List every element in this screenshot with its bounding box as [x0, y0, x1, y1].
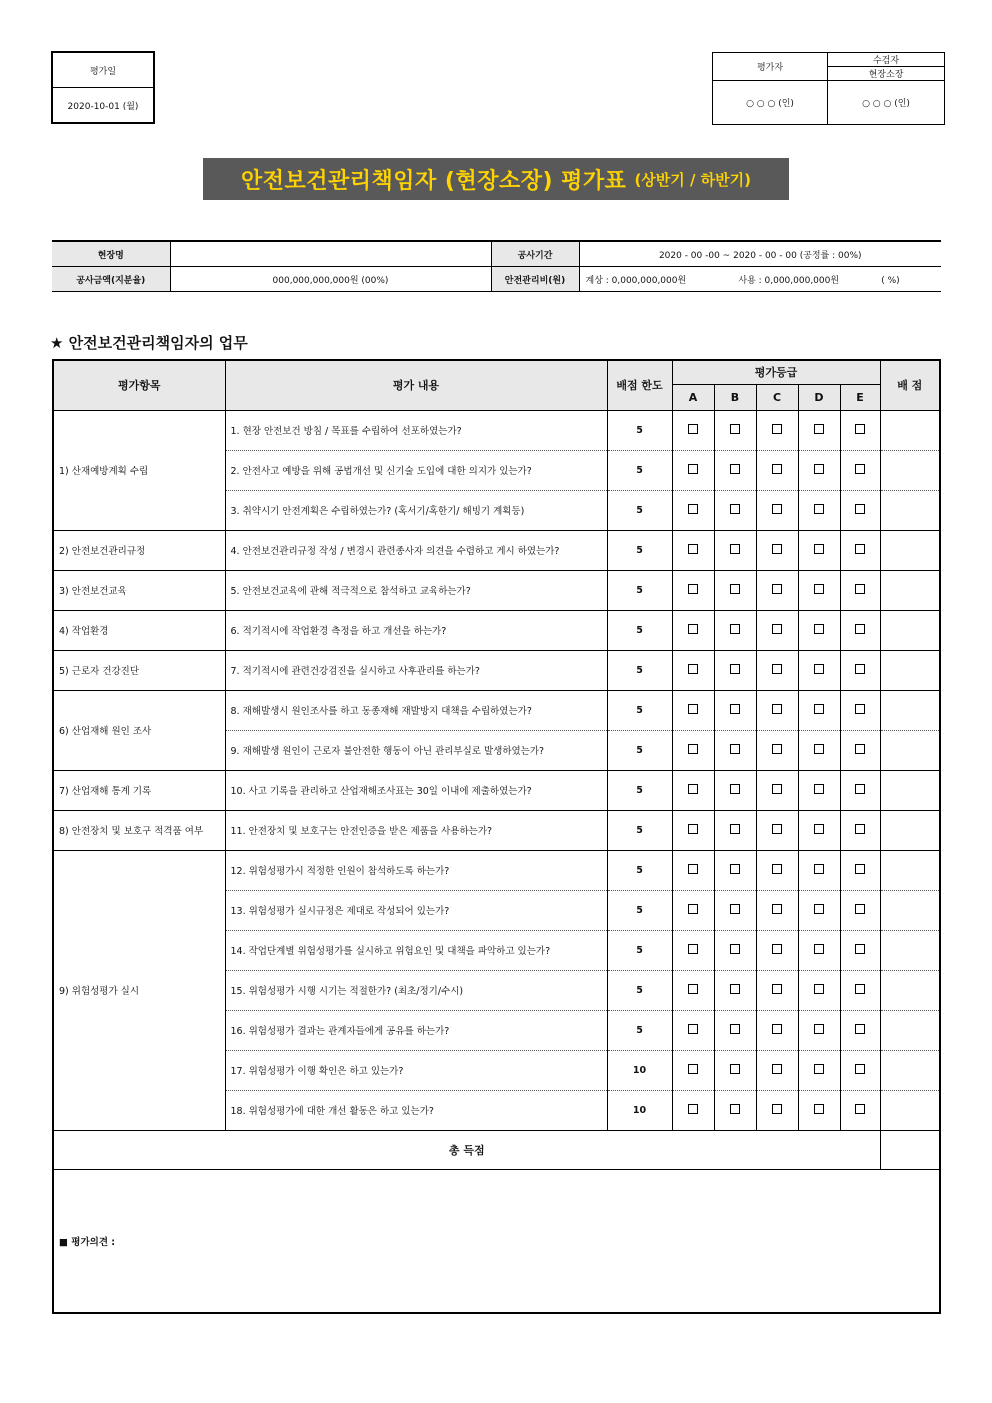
grade-cell-a	[672, 530, 714, 570]
score-cell[interactable]	[880, 970, 940, 1010]
max-score: 5	[607, 1010, 672, 1050]
max-score: 5	[607, 970, 672, 1010]
grade-cell-c	[756, 890, 798, 930]
evaluator-label: 평가자	[713, 53, 828, 81]
grade-cell-e	[840, 770, 880, 810]
grade-cell-a	[672, 650, 714, 690]
grade-checkbox-b[interactable]	[730, 464, 740, 474]
grade-checkbox-b[interactable]	[730, 1064, 740, 1074]
max-score: 5	[607, 450, 672, 490]
criterion-text: 10. 사고 기록을 관리하고 산업재해조사표는 30일 이내에 제출하였는가?	[225, 770, 607, 810]
criterion-text: 14. 작업단계별 위험성평가를 실시하고 위험요인 및 대책을 파악하고 있는가?	[225, 930, 607, 970]
grade-cell-d	[798, 1090, 840, 1130]
grade-cell-a	[672, 730, 714, 770]
grade-checkbox-a[interactable]	[688, 424, 698, 434]
grade-checkbox-a[interactable]	[688, 704, 698, 714]
grade-cell-b	[714, 810, 756, 850]
criterion-text: 5. 안전보건교육에 관해 적극적으로 참석하고 교육하는가?	[225, 570, 607, 610]
table-row	[53, 770, 940, 810]
grade-cell-d	[798, 850, 840, 890]
grade-checkbox-c[interactable]	[772, 504, 782, 514]
opinion-row	[53, 1169, 940, 1313]
grade-checkbox-a[interactable]	[688, 1064, 698, 1074]
grade-checkbox-a[interactable]	[688, 744, 698, 754]
grade-cell-c	[756, 850, 798, 890]
grade-cell-a	[672, 1090, 714, 1130]
grade-checkbox-e[interactable]	[855, 704, 865, 714]
grade-cell-a	[672, 1010, 714, 1050]
grade-cell-c	[756, 690, 798, 730]
grade-cell-d	[798, 970, 840, 1010]
grade-cell-d	[798, 410, 840, 450]
grade-cell-d	[798, 1010, 840, 1050]
grade-cell-e	[840, 730, 880, 770]
evaluation-table	[52, 359, 941, 1314]
score-cell[interactable]	[880, 1090, 940, 1130]
grade-checkbox-a[interactable]	[688, 984, 698, 994]
site-value[interactable]	[170, 241, 491, 267]
criterion-text: 7. 적기적시에 관련건강검진을 실시하고 사후관리를 하는가?	[225, 650, 607, 690]
safety-percent: ( %)	[881, 275, 900, 286]
period-value[interactable]: 2020 - 00 -00 ~ 2020 - 00 - 00 (공정률 : 00%)	[579, 241, 941, 267]
criterion-text: 11. 안전장치 및 보호구는 안전인증을 받은 제품을 사용하는가?	[225, 810, 607, 850]
table-row	[53, 810, 940, 850]
grade-cell-b	[714, 770, 756, 810]
grade-checkbox-a[interactable]	[688, 1104, 698, 1114]
table-row	[53, 610, 940, 650]
grade-cell-c	[756, 610, 798, 650]
grade-cell-e	[840, 810, 880, 850]
grade-checkbox-e[interactable]	[855, 624, 865, 634]
max-score: 5	[607, 810, 672, 850]
category-name: 6) 산업재해 원인 조사	[53, 690, 225, 770]
grade-checkbox-e[interactable]	[855, 1024, 865, 1034]
grade-checkbox-e[interactable]	[855, 424, 865, 434]
grade-checkbox-e[interactable]	[855, 504, 865, 514]
grade-checkbox-b[interactable]	[730, 424, 740, 434]
grade-cell-b	[714, 930, 756, 970]
opinion-field[interactable]	[53, 1169, 940, 1313]
criterion-text: 1. 현장 안전보건 방침 / 목표를 수립하여 선포하였는가?	[225, 410, 607, 450]
grade-cell-e	[840, 890, 880, 930]
grade-checkbox-e[interactable]	[855, 664, 865, 674]
grade-checkbox-b[interactable]	[730, 584, 740, 594]
score-cell[interactable]	[880, 450, 940, 490]
evaluation-date-box	[51, 51, 155, 124]
grade-cell-d	[798, 650, 840, 690]
max-score: 5	[607, 490, 672, 530]
grade-cell-e	[840, 1050, 880, 1090]
grade-cell-e	[840, 490, 880, 530]
grade-checkbox-a[interactable]	[688, 464, 698, 474]
header-grade-a: A	[672, 384, 714, 410]
grade-checkbox-d[interactable]	[814, 584, 824, 594]
grade-checkbox-b[interactable]	[730, 744, 740, 754]
table-row	[53, 410, 940, 450]
score-cell[interactable]	[880, 890, 940, 930]
score-cell[interactable]	[880, 530, 940, 570]
table-row	[53, 530, 940, 570]
score-cell[interactable]	[880, 1010, 940, 1050]
grade-cell-c	[756, 570, 798, 610]
grade-checkbox-e[interactable]	[855, 984, 865, 994]
grade-checkbox-c[interactable]	[772, 544, 782, 554]
grade-checkbox-a[interactable]	[688, 1024, 698, 1034]
category-name: 4) 작업환경	[53, 610, 225, 650]
grade-checkbox-b[interactable]	[730, 544, 740, 554]
category-name: 1) 산재예방계획 수립	[53, 410, 225, 530]
grade-checkbox-a[interactable]	[688, 904, 698, 914]
project-info-table	[52, 240, 941, 292]
grade-checkbox-a[interactable]	[688, 784, 698, 794]
header-max: 배점 한도	[607, 360, 672, 410]
table-row	[53, 690, 940, 730]
grade-checkbox-d[interactable]	[814, 704, 824, 714]
grade-checkbox-d[interactable]	[814, 864, 824, 874]
criterion-text: 17. 위험성평가 이행 확인은 하고 있는가?	[225, 1050, 607, 1090]
amount-value[interactable]: 000,000,000,000원 (00%)	[170, 267, 491, 292]
site-label: 현장명	[52, 241, 170, 267]
grade-cell-a	[672, 810, 714, 850]
grade-checkbox-a[interactable]	[688, 624, 698, 634]
grade-checkbox-d[interactable]	[814, 1024, 824, 1034]
grade-cell-e	[840, 450, 880, 490]
grade-cell-c	[756, 810, 798, 850]
grade-checkbox-e[interactable]	[855, 584, 865, 594]
grade-cell-d	[798, 490, 840, 530]
signature-box	[712, 52, 945, 125]
header-grade-b: B	[714, 384, 756, 410]
criterion-text: 4. 안전보건관리규정 작성 / 변경시 관련종사자 의견을 수렴하고 게시 하였는가?	[225, 530, 607, 570]
grade-checkbox-b[interactable]	[730, 824, 740, 834]
grade-cell-a	[672, 610, 714, 650]
grade-checkbox-b[interactable]	[730, 984, 740, 994]
max-score: 5	[607, 610, 672, 650]
receiver-label: 수검자	[828, 53, 945, 67]
max-score: 10	[607, 1050, 672, 1090]
grade-cell-e	[840, 690, 880, 730]
score-cell[interactable]	[880, 810, 940, 850]
grade-checkbox-e[interactable]	[855, 824, 865, 834]
header-grade: 평가등급	[672, 360, 880, 384]
grade-checkbox-d[interactable]	[814, 984, 824, 994]
grade-cell-e	[840, 970, 880, 1010]
grade-checkbox-d[interactable]	[814, 1064, 824, 1074]
grade-cell-b	[714, 970, 756, 1010]
grade-checkbox-d[interactable]	[814, 544, 824, 554]
grade-checkbox-e[interactable]	[855, 1064, 865, 1074]
category-name: 5) 근로자 건강진단	[53, 650, 225, 690]
grade-checkbox-d[interactable]	[814, 624, 824, 634]
table-row	[53, 650, 940, 690]
grade-checkbox-c[interactable]	[772, 904, 782, 914]
grade-cell-e	[840, 930, 880, 970]
grade-cell-e	[840, 410, 880, 450]
max-score: 5	[607, 570, 672, 610]
grade-cell-b	[714, 850, 756, 890]
grade-cell-d	[798, 1050, 840, 1090]
date-value[interactable]: 2020-10-01 (월)	[67, 102, 139, 112]
grade-checkbox-d[interactable]	[814, 744, 824, 754]
title-main: 안전보건관리책임자 (현장소장) 평가표	[240, 168, 627, 194]
grade-checkbox-a[interactable]	[688, 504, 698, 514]
grade-cell-e	[840, 610, 880, 650]
grade-checkbox-c[interactable]	[772, 624, 782, 634]
grade-cell-e	[840, 570, 880, 610]
grade-checkbox-a[interactable]	[688, 664, 698, 674]
grade-cell-d	[798, 770, 840, 810]
grade-cell-c	[756, 530, 798, 570]
grade-cell-c	[756, 410, 798, 450]
grade-cell-d	[798, 890, 840, 930]
grade-cell-a	[672, 490, 714, 530]
header-score: 배 점	[880, 360, 940, 410]
total-label: 총 득점	[53, 1130, 880, 1169]
grade-checkbox-a[interactable]	[688, 864, 698, 874]
max-score: 10	[607, 1090, 672, 1130]
receiver-signature[interactable]: ○ ○ ○ (인)	[828, 81, 945, 125]
grade-cell-e	[840, 1090, 880, 1130]
max-score: 5	[607, 410, 672, 450]
grade-checkbox-b[interactable]	[730, 904, 740, 914]
grade-checkbox-d[interactable]	[814, 464, 824, 474]
grade-cell-c	[756, 490, 798, 530]
grade-cell-c	[756, 770, 798, 810]
grade-checkbox-d[interactable]	[814, 784, 824, 794]
total-row	[53, 1130, 940, 1169]
grade-checkbox-d[interactable]	[814, 824, 824, 834]
total-score-cell[interactable]	[880, 1130, 940, 1169]
score-cell[interactable]	[880, 690, 940, 730]
grade-checkbox-e[interactable]	[855, 784, 865, 794]
max-score: 5	[607, 850, 672, 890]
grade-checkbox-c[interactable]	[772, 704, 782, 714]
max-score: 5	[607, 890, 672, 930]
grade-checkbox-c[interactable]	[772, 944, 782, 954]
grade-cell-b	[714, 1010, 756, 1050]
grade-cell-a	[672, 1050, 714, 1090]
grade-cell-b	[714, 1050, 756, 1090]
grade-checkbox-b[interactable]	[730, 784, 740, 794]
score-cell[interactable]	[880, 410, 940, 450]
grade-checkbox-b[interactable]	[730, 504, 740, 514]
grade-checkbox-c[interactable]	[772, 864, 782, 874]
criterion-text: 2. 안전사고 예방을 위해 공법개선 및 신기술 도입에 대한 의지가 있는가?	[225, 450, 607, 490]
table-row	[53, 850, 940, 890]
grade-cell-a	[672, 450, 714, 490]
score-cell[interactable]	[880, 850, 940, 890]
grade-checkbox-e[interactable]	[855, 544, 865, 554]
max-score: 5	[607, 530, 672, 570]
grade-cell-b	[714, 650, 756, 690]
safety-used: 사용 : 0,000,000,000원	[738, 275, 840, 286]
grade-cell-b	[714, 610, 756, 650]
date-label: 평가일	[53, 53, 153, 88]
grade-cell-c	[756, 930, 798, 970]
grade-checkbox-d[interactable]	[814, 904, 824, 914]
grade-cell-a	[672, 850, 714, 890]
grade-checkbox-c[interactable]	[772, 1064, 782, 1074]
grade-checkbox-b[interactable]	[730, 1104, 740, 1114]
category-name: 3) 안전보건교육	[53, 570, 225, 610]
grade-cell-c	[756, 730, 798, 770]
grade-checkbox-a[interactable]	[688, 544, 698, 554]
grade-checkbox-d[interactable]	[814, 664, 824, 674]
max-score: 5	[607, 770, 672, 810]
criterion-text: 9. 재해발생 원인이 근로자 불안전한 행동이 아닌 관리부실로 발생하였는가?	[225, 730, 607, 770]
grade-cell-b	[714, 890, 756, 930]
safety-cost-label: 안전관리비(원)	[491, 267, 579, 292]
grade-cell-e	[840, 650, 880, 690]
grade-cell-b	[714, 730, 756, 770]
grade-cell-b	[714, 530, 756, 570]
grade-checkbox-c[interactable]	[772, 464, 782, 474]
score-cell[interactable]	[880, 610, 940, 650]
grade-cell-d	[798, 730, 840, 770]
grade-cell-b	[714, 410, 756, 450]
grade-checkbox-e[interactable]	[855, 904, 865, 914]
safety-plan: 계상 : 0,000,000,000원	[585, 275, 687, 286]
max-score: 5	[607, 650, 672, 690]
score-cell[interactable]	[880, 490, 940, 530]
criterion-text: 15. 위험성평가 시행 시기는 적절한가? (최초/정기/수시)	[225, 970, 607, 1010]
grade-checkbox-c[interactable]	[772, 984, 782, 994]
grade-cell-b	[714, 490, 756, 530]
criterion-text: 13. 위험성평가 실시규정은 제대로 작성되어 있는가?	[225, 890, 607, 930]
grade-cell-c	[756, 1090, 798, 1130]
grade-cell-a	[672, 890, 714, 930]
grade-checkbox-b[interactable]	[730, 1024, 740, 1034]
section-heading: ★ 안전보건관리책임자의 업무	[50, 334, 248, 352]
category-name: 2) 안전보건관리규정	[53, 530, 225, 570]
title-sub: (상반기 / 하반기)	[634, 170, 752, 189]
grade-checkbox-d[interactable]	[814, 424, 824, 434]
grade-checkbox-c[interactable]	[772, 424, 782, 434]
grade-checkbox-c[interactable]	[772, 1104, 782, 1114]
grade-cell-d	[798, 530, 840, 570]
grade-cell-c	[756, 1010, 798, 1050]
grade-cell-e	[840, 530, 880, 570]
grade-checkbox-b[interactable]	[730, 664, 740, 674]
grade-cell-d	[798, 930, 840, 970]
grade-cell-d	[798, 450, 840, 490]
header-item: 평가항목	[53, 360, 225, 410]
grade-checkbox-c[interactable]	[772, 584, 782, 594]
grade-cell-d	[798, 690, 840, 730]
header-content: 평가 내용	[225, 360, 607, 410]
period-label: 공사기간	[491, 241, 579, 267]
grade-cell-b	[714, 1090, 756, 1130]
grade-cell-a	[672, 410, 714, 450]
criterion-text: 8. 재해발생시 원인조사를 하고 동종재해 재발방지 대책을 수립하였는가?	[225, 690, 607, 730]
criterion-text: 12. 위험성평가시 적정한 인원이 참석하도록 하는가?	[225, 850, 607, 890]
grade-cell-d	[798, 570, 840, 610]
grade-cell-c	[756, 450, 798, 490]
amount-label: 공사금액(지분율)	[52, 267, 170, 292]
safety-cost-value[interactable]	[579, 267, 941, 292]
grade-checkbox-a[interactable]	[688, 824, 698, 834]
grade-checkbox-c[interactable]	[772, 824, 782, 834]
opinion-label: ■ 평가의견 :	[59, 1236, 116, 1248]
max-score: 5	[607, 730, 672, 770]
category-name: 7) 산업재해 통계 기록	[53, 770, 225, 810]
grade-cell-b	[714, 570, 756, 610]
grade-checkbox-d[interactable]	[814, 504, 824, 514]
score-cell[interactable]	[880, 770, 940, 810]
grade-checkbox-b[interactable]	[730, 864, 740, 874]
criterion-text: 18. 위험성평가에 대한 개선 활동은 하고 있는가?	[225, 1090, 607, 1130]
grade-cell-e	[840, 1010, 880, 1050]
grade-cell-a	[672, 690, 714, 730]
max-score: 5	[607, 930, 672, 970]
grade-checkbox-b[interactable]	[730, 624, 740, 634]
grade-checkbox-a[interactable]	[688, 944, 698, 954]
grade-checkbox-b[interactable]	[730, 704, 740, 714]
page-title	[203, 158, 789, 200]
grade-cell-a	[672, 770, 714, 810]
category-name: 8) 안전장치 및 보호구 적격품 여부	[53, 810, 225, 850]
score-cell[interactable]	[880, 730, 940, 770]
score-cell[interactable]	[880, 1050, 940, 1090]
grade-cell-a	[672, 970, 714, 1010]
criterion-text: 16. 위험성평가 결과는 관계자들에게 공유를 하는가?	[225, 1010, 607, 1050]
grade-checkbox-e[interactable]	[855, 864, 865, 874]
criterion-text: 3. 취약시기 안전계획은 수립하였는가? (혹서기/혹한기/ 해빙기 계획등)	[225, 490, 607, 530]
grade-checkbox-c[interactable]	[772, 744, 782, 754]
grade-checkbox-c[interactable]	[772, 784, 782, 794]
grade-cell-d	[798, 810, 840, 850]
grade-cell-e	[840, 850, 880, 890]
grade-checkbox-e[interactable]	[855, 1104, 865, 1114]
grade-cell-b	[714, 690, 756, 730]
grade-checkbox-e[interactable]	[855, 744, 865, 754]
grade-cell-a	[672, 930, 714, 970]
grade-cell-c	[756, 970, 798, 1010]
receiver-role: 현장소장	[828, 67, 945, 81]
grade-cell-c	[756, 650, 798, 690]
grade-checkbox-a[interactable]	[688, 584, 698, 594]
header-grade-d: D	[798, 384, 840, 410]
grade-cell-c	[756, 1050, 798, 1090]
grade-checkbox-d[interactable]	[814, 944, 824, 954]
category-name: 9) 위험성평가 실시	[53, 850, 225, 1130]
grade-checkbox-b[interactable]	[730, 944, 740, 954]
header-grade-c: C	[756, 384, 798, 410]
grade-cell-d	[798, 610, 840, 650]
evaluator-signature[interactable]: ○ ○ ○ (인)	[713, 81, 828, 125]
grade-checkbox-e[interactable]	[855, 464, 865, 474]
grade-cell-a	[672, 570, 714, 610]
max-score: 5	[607, 690, 672, 730]
table-row	[53, 570, 940, 610]
grade-checkbox-d[interactable]	[814, 1104, 824, 1114]
grade-checkbox-e[interactable]	[855, 944, 865, 954]
header-grade-e: E	[840, 384, 880, 410]
score-cell[interactable]	[880, 650, 940, 690]
score-cell[interactable]	[880, 570, 940, 610]
grade-cell-b	[714, 450, 756, 490]
grade-checkbox-c[interactable]	[772, 664, 782, 674]
grade-checkbox-c[interactable]	[772, 1024, 782, 1034]
score-cell[interactable]	[880, 930, 940, 970]
criterion-text: 6. 적기적시에 작업환경 측정을 하고 개선을 하는가?	[225, 610, 607, 650]
